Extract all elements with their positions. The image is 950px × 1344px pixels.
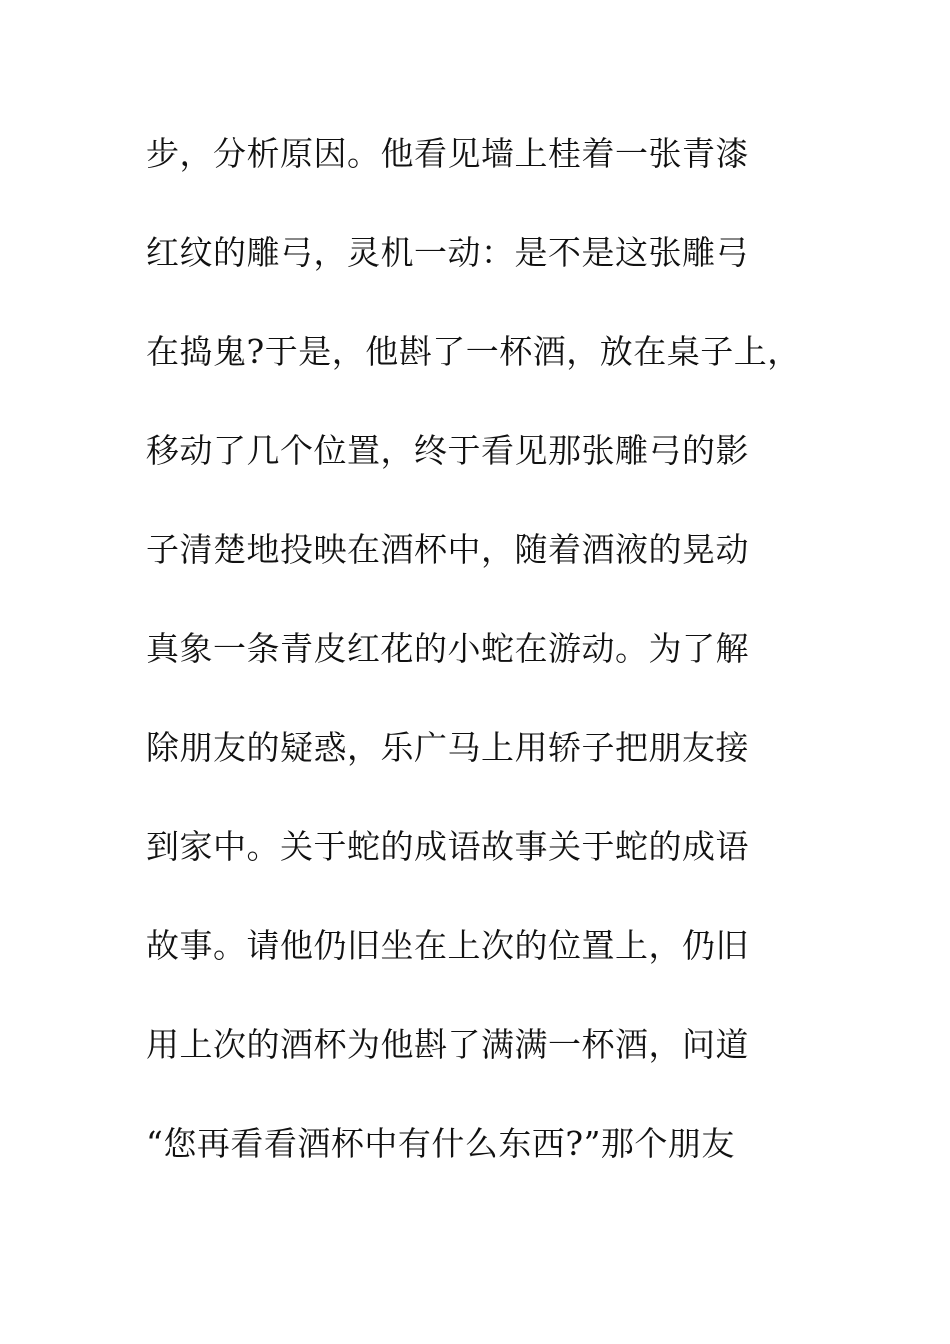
body-text: [146, 122, 826, 1211]
text-line: 移动了几个位置，终于看见那张雕弓的影: [146, 431, 749, 470]
text-line: 在捣鬼?于是，他斟了一杯酒，放在桌子上，: [146, 332, 801, 371]
text-line: 到家中。关于蛇的成语故事关于蛇的成语: [146, 827, 749, 866]
text-line: 步，分析原因。他看见墙上桂着一张青漆: [146, 134, 749, 173]
text-line: 除朋友的疑惑，乐广马上用轿子把朋友接: [146, 728, 749, 767]
text-line: 子清楚地投映在酒杯中，随着酒液的晃动: [146, 530, 749, 569]
text-line: 用上次的酒杯为他斟了满满一杯酒，问道: [146, 1025, 749, 1064]
text-line: 红纹的雕弓，灵机一动：是不是这张雕弓: [146, 233, 749, 272]
text-line: “您再看看酒杯中有什么东西?”那个朋友: [146, 1124, 735, 1163]
text-line: 真象一条青皮红花的小蛇在游动。为了解: [146, 629, 749, 668]
text-line: 故事。请他仍旧坐在上次的位置上，仍旧: [146, 926, 749, 965]
